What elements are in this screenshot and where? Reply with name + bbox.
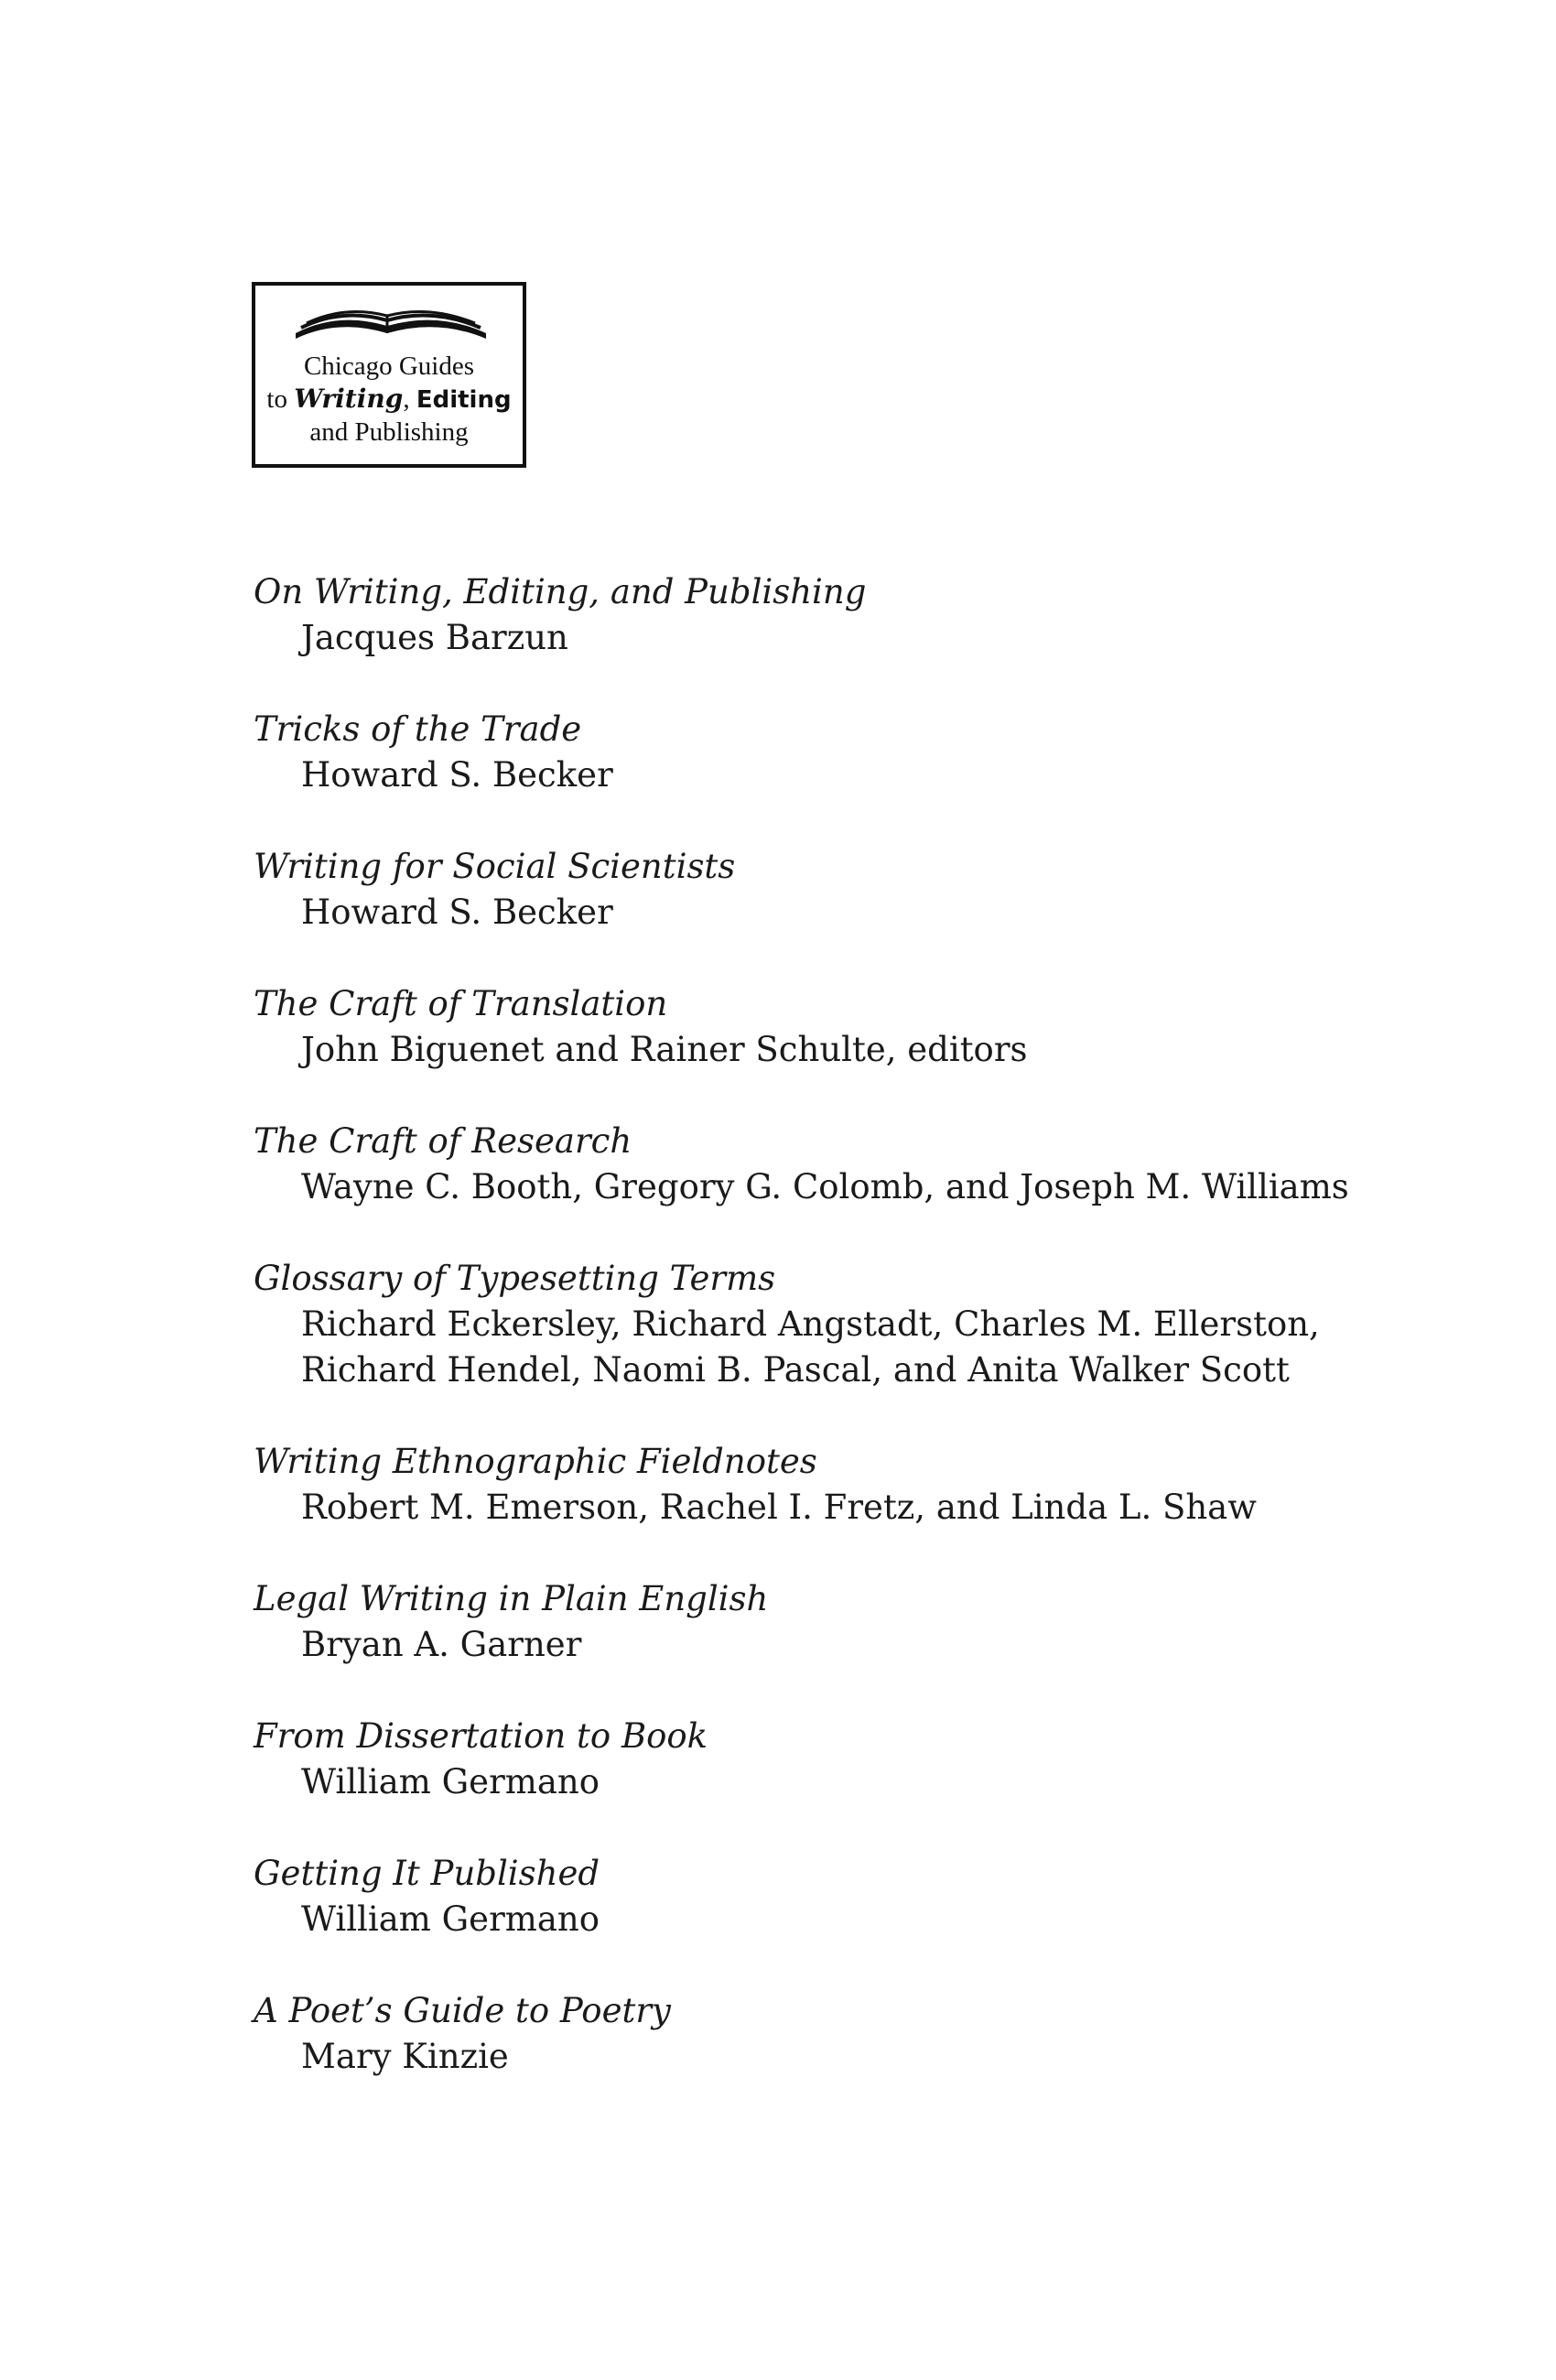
book-author: Richard Hendel, Naomi B. Pascal, and Anita Walker Scott (301, 1350, 1290, 1390)
logo-line-3: and Publishing (309, 417, 469, 447)
logo-editing-bold: Editing (416, 386, 512, 414)
book-entry (254, 1119, 1352, 1210)
book-author: William Germano (301, 1899, 600, 1939)
book-title: The Craft of Research (254, 1121, 632, 1161)
book-entry (254, 1439, 1352, 1531)
book-title: Getting It Published (254, 1854, 600, 1893)
book-entry (254, 1256, 1352, 1393)
book-entry (254, 1988, 1352, 2080)
book-title: Tricks of the Trade (254, 709, 582, 749)
book-author: Bryan A. Garner (301, 1625, 582, 1664)
logo-line-2 (255, 384, 523, 415)
book-author: Wayne C. Booth, Gregory G. Colomb, and Joseph M. Williams (301, 1167, 1349, 1206)
series-logo (252, 282, 526, 468)
book-author: John Biguenet and Rainer Schulte, editors (301, 1030, 1028, 1069)
book-author: William Germano (301, 1762, 600, 1801)
book-title: Legal Writing in Plain English (254, 1579, 769, 1618)
book-author: Mary Kinzie (301, 2037, 509, 2076)
book-title: Writing for Social Scientists (254, 847, 736, 886)
logo-comma: , (403, 384, 410, 414)
book-title: Writing Ethnographic Fieldnotes (254, 1442, 817, 1481)
book-entry (254, 569, 1352, 661)
book-author: Robert M. Emerson, Rachel I. Fretz, and Linda L. Shaw (301, 1488, 1257, 1527)
logo-prefix: to (266, 384, 287, 414)
book-title: The Craft of Translation (254, 984, 668, 1023)
book-author: Howard S. Becker (301, 892, 613, 932)
book-title: Glossary of Typesetting Terms (254, 1259, 776, 1298)
open-book-icon (292, 306, 490, 342)
book-title: From Dissertation to Book (254, 1716, 708, 1756)
book-entry (254, 981, 1352, 1073)
book-title: A Poet’s Guide to Poetry (254, 1991, 671, 2030)
book-author: Jacques Barzun (301, 618, 568, 657)
series-book-list (254, 569, 1352, 2126)
logo-writing-script: Writing (294, 384, 404, 414)
book-author: Howard S. Becker (301, 755, 613, 795)
book-entry (254, 707, 1352, 798)
book-entry (254, 844, 1352, 936)
book-entry (254, 1714, 1352, 1805)
book-title: On Writing, Editing, and Publishing (254, 572, 867, 611)
logo-line-1: Chicago Guides (303, 352, 475, 381)
book-entry (254, 1851, 1352, 1942)
book-entry (254, 1576, 1352, 1668)
book-author: Richard Eckersley, Richard Angstadt, Charles M. Ellerston, (301, 1304, 1320, 1344)
